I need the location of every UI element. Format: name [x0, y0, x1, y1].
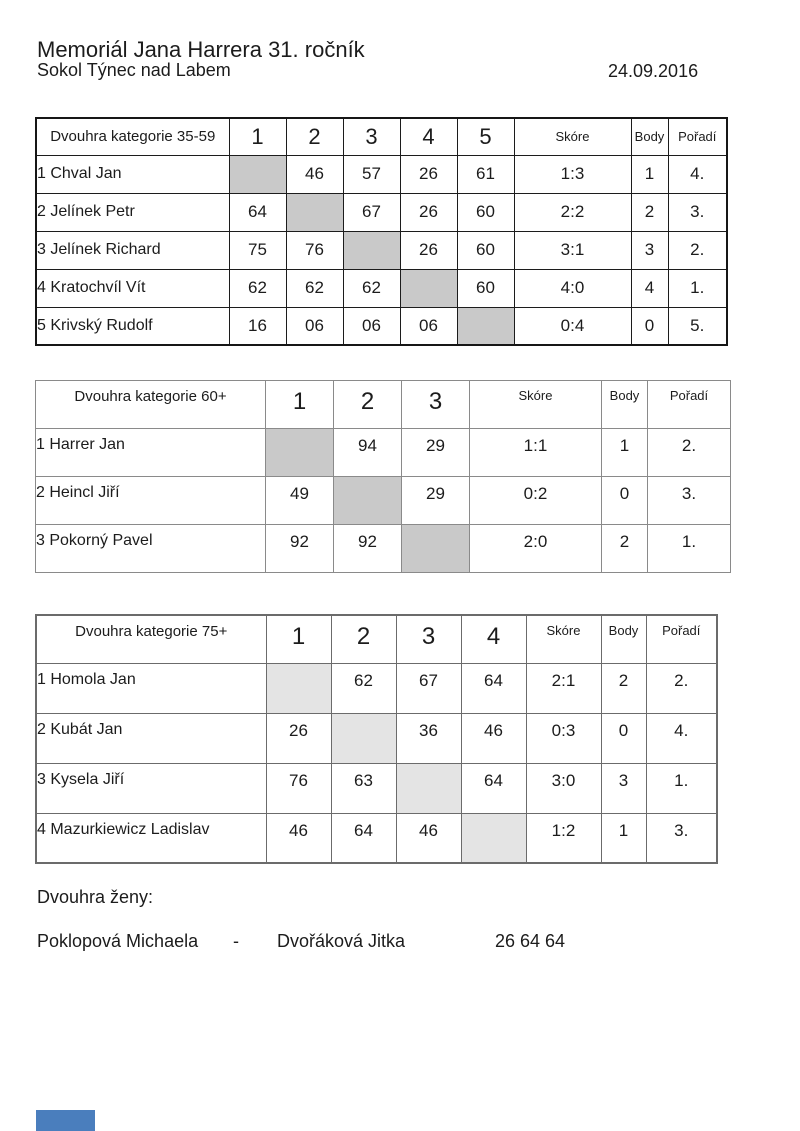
category-header: Dvouhra kategorie 75+ [36, 615, 266, 663]
score-cell: 3:1 [514, 231, 631, 269]
opponent-number-header: 4 [400, 118, 457, 155]
score-cell: 2:0 [470, 525, 602, 573]
player-row [36, 525, 731, 573]
result-cell: 62 [331, 663, 396, 713]
player-name-cell: 5 Krivský Rudolf [36, 307, 229, 345]
women-player2: Dvořáková Jitka [277, 931, 406, 951]
points-cell: 2 [631, 193, 668, 231]
result-cell: 57 [343, 155, 400, 193]
club-name: Sokol Týnec nad Labem [37, 60, 231, 80]
player-name-cell: 2 Jelínek Petr [36, 193, 229, 231]
player-row [36, 155, 727, 193]
diagonal-cell [400, 269, 457, 307]
points-cell: 0 [631, 307, 668, 345]
rank-cell: 1. [648, 525, 731, 573]
result-cell: 60 [457, 193, 514, 231]
result-cell: 46 [286, 155, 343, 193]
player-row [36, 307, 727, 345]
player-row [36, 477, 731, 525]
player-name-cell: 1 Homola Jan [36, 663, 266, 713]
opponent-number-header: 3 [402, 381, 470, 429]
points-header: Body [631, 118, 668, 155]
score-cell: 4:0 [514, 269, 631, 307]
opponent-number-header: 1 [266, 381, 334, 429]
score-header: Skóre [526, 615, 601, 663]
results-table-category-60plus [35, 380, 731, 573]
diagonal-cell [396, 763, 461, 813]
diagonal-cell [266, 663, 331, 713]
result-cell: 26 [400, 231, 457, 269]
points-cell: 2 [602, 525, 648, 573]
points-cell: 3 [631, 231, 668, 269]
player-name-cell: 3 Pokorný Pavel [36, 525, 266, 573]
rank-cell: 1. [668, 269, 727, 307]
opponent-number-header: 5 [457, 118, 514, 155]
result-cell: 92 [334, 525, 402, 573]
score-cell: 1:1 [470, 429, 602, 477]
player-name-cell: 2 Heincl Jiří [36, 477, 266, 525]
points-cell: 0 [602, 477, 648, 525]
score-cell: 1:2 [526, 813, 601, 863]
player-row [36, 231, 727, 269]
women-player1: Poklopová Michaela [37, 931, 199, 951]
score-cell: 2:2 [514, 193, 631, 231]
diagonal-cell [343, 231, 400, 269]
diagonal-cell [457, 307, 514, 345]
opponent-number-header: 2 [286, 118, 343, 155]
result-cell: 62 [229, 269, 286, 307]
header-row [36, 615, 717, 663]
points-cell: 4 [631, 269, 668, 307]
result-cell: 67 [396, 663, 461, 713]
opponent-number-header: 3 [396, 615, 461, 663]
player-row [36, 429, 731, 477]
player-row [36, 713, 717, 763]
rank-cell: 3. [648, 477, 731, 525]
category-header: Dvouhra kategorie 35-59 [36, 118, 229, 155]
points-cell: 2 [601, 663, 646, 713]
points-cell: 1 [631, 155, 668, 193]
rank-cell: 5. [668, 307, 727, 345]
result-cell: 49 [266, 477, 334, 525]
result-cell: 16 [229, 307, 286, 345]
result-cell: 76 [286, 231, 343, 269]
result-cell: 94 [334, 429, 402, 477]
opponent-number-header: 2 [331, 615, 396, 663]
player-row [36, 763, 717, 813]
score-cell: 0:2 [470, 477, 602, 525]
opponent-number-header: 4 [461, 615, 526, 663]
player-row [36, 269, 727, 307]
result-cell: 46 [266, 813, 331, 863]
player-name-cell: 4 Kratochvíl Vít [36, 269, 229, 307]
category-header: Dvouhra kategorie 60+ [36, 381, 266, 429]
result-cell: 67 [343, 193, 400, 231]
results-table-category-35-59 [35, 117, 728, 346]
points-header: Body [602, 381, 648, 429]
header-row [36, 381, 731, 429]
rank-cell: 4. [646, 713, 717, 763]
page-title: Memoriál Jana Harrera 31. ročník [37, 37, 365, 62]
diagonal-cell [266, 429, 334, 477]
player-row [36, 813, 717, 863]
result-cell: 06 [400, 307, 457, 345]
diagonal-cell [286, 193, 343, 231]
result-cell: 92 [266, 525, 334, 573]
rank-cell: 4. [668, 155, 727, 193]
rank-cell: 2. [646, 663, 717, 713]
result-cell: 46 [461, 713, 526, 763]
result-cell: 64 [461, 663, 526, 713]
score-header: Skóre [514, 118, 631, 155]
score-header: Skóre [470, 381, 602, 429]
footer-blue-bar [36, 1110, 95, 1131]
result-cell: 76 [266, 763, 331, 813]
result-cell: 06 [343, 307, 400, 345]
diagonal-cell [402, 525, 470, 573]
diagonal-cell [334, 477, 402, 525]
rank-header: Pořadí [648, 381, 731, 429]
rank-header: Pořadí [668, 118, 727, 155]
result-cell: 60 [457, 231, 514, 269]
points-cell: 1 [601, 813, 646, 863]
result-cell: 60 [457, 269, 514, 307]
result-cell: 26 [400, 155, 457, 193]
result-cell: 26 [400, 193, 457, 231]
opponent-number-header: 3 [343, 118, 400, 155]
result-cell: 46 [396, 813, 461, 863]
result-cell: 62 [343, 269, 400, 307]
rank-cell: 3. [668, 193, 727, 231]
player-name-cell: 1 Harrer Jan [36, 429, 266, 477]
result-cell: 64 [229, 193, 286, 231]
result-cell: 64 [461, 763, 526, 813]
score-cell: 0:4 [514, 307, 631, 345]
player-name-cell: 3 Jelínek Richard [36, 231, 229, 269]
result-cell: 29 [402, 429, 470, 477]
score-cell: 3:0 [526, 763, 601, 813]
result-cell: 64 [331, 813, 396, 863]
diagonal-cell [331, 713, 396, 763]
player-row [36, 193, 727, 231]
points-cell: 1 [602, 429, 648, 477]
result-cell: 61 [457, 155, 514, 193]
result-cell: 26 [266, 713, 331, 763]
opponent-number-header: 2 [334, 381, 402, 429]
results-table-category-75plus [35, 614, 718, 864]
score-cell: 2:1 [526, 663, 601, 713]
player-name-cell: 4 Mazurkiewicz Ladislav [36, 813, 266, 863]
result-cell: 62 [286, 269, 343, 307]
result-cell: 29 [402, 477, 470, 525]
women-match-result: 26 64 64 [495, 931, 566, 951]
player-name-cell: 3 Kysela Jiří [36, 763, 266, 813]
diagonal-cell [229, 155, 286, 193]
women-singles-heading: Dvouhra ženy: [37, 887, 154, 907]
result-cell: 63 [331, 763, 396, 813]
diagonal-cell [461, 813, 526, 863]
rank-cell: 3. [646, 813, 717, 863]
points-cell: 0 [601, 713, 646, 763]
score-cell: 0:3 [526, 713, 601, 763]
rank-header: Pořadí [646, 615, 717, 663]
player-name-cell: 2 Kubát Jan [36, 713, 266, 763]
header-row [36, 118, 727, 155]
score-cell: 1:3 [514, 155, 631, 193]
result-cell: 06 [286, 307, 343, 345]
points-cell: 3 [601, 763, 646, 813]
rank-cell: 2. [648, 429, 731, 477]
opponent-number-header: 1 [229, 118, 286, 155]
rank-cell: 1. [646, 763, 717, 813]
points-header: Body [601, 615, 646, 663]
player-name-cell: 1 Chval Jan [36, 155, 229, 193]
player-row [36, 663, 717, 713]
women-match-separator: - [233, 931, 239, 951]
opponent-number-header: 1 [266, 615, 331, 663]
result-cell: 75 [229, 231, 286, 269]
event-date: 24.09.2016 [608, 61, 699, 81]
rank-cell: 2. [668, 231, 727, 269]
result-cell: 36 [396, 713, 461, 763]
